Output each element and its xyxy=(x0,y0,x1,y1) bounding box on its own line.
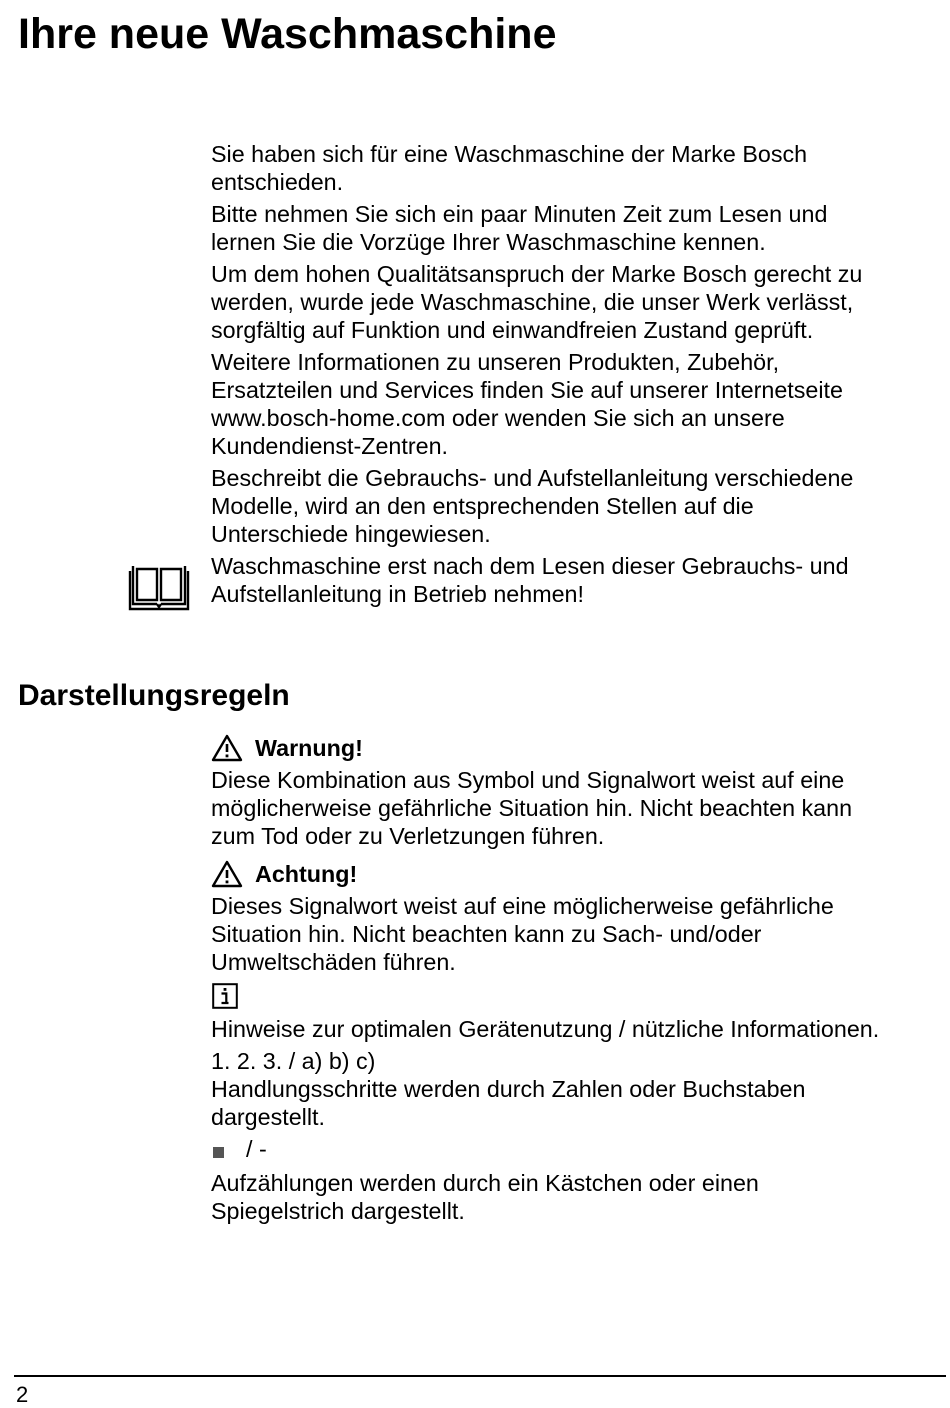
intro-paragraph-quality: Um dem hohen Qualitätsanspruch der Marke Bosch gerecht zu werden, wurde jede Waschmaschine, die unser Werk verlässt, sorgfältig auf Funktion und einwandfreien Zustand geprüft. xyxy=(211,261,863,343)
warning-signal: Warnung! xyxy=(211,734,363,762)
intro-paragraph-reading: Bitte nehmen Sie sich ein paar Minuten Zeit zum Lesen und lernen Sie die Vorzüge Ihrer Waschmaschine kennen. xyxy=(211,201,828,255)
info-description: Hinweise zur optimalen Gerätenutzung / nützliche Informationen. xyxy=(211,1016,880,1042)
intro-paragraph-models: Beschreibt die Gebrauchs- und Aufstellanleitung verschiedene Modelle, wird an den entsprechenden Stellen auf die Unterschiede hingewiesen. xyxy=(211,465,854,547)
caution-description: Dieses Signalwort weist auf eine möglicherweise gefährliche Situation hin. Nicht beachten kann zu Sach- und/oder Umweltschäden führen. xyxy=(211,893,834,975)
steps-description: Handlungsschritte werden durch Zahlen oder Buchstaben dargestellt. xyxy=(211,1076,806,1130)
steps-label: 1. 2. 3. / a) b) c) xyxy=(211,1048,376,1074)
warning-triangle-icon xyxy=(211,734,243,762)
book-icon xyxy=(128,562,190,617)
conventions-heading: Darstellungsregeln xyxy=(18,679,290,712)
bullet-label: / - xyxy=(246,1136,267,1162)
square-bullet-icon xyxy=(213,1147,224,1158)
info-icon xyxy=(212,983,238,1014)
caution-signal: Achtung! xyxy=(211,860,357,888)
page-title: Ihre neue Waschmaschine xyxy=(18,10,557,58)
bullet-description: Aufzählungen werden durch ein Kästchen oder einen Spiegelstrich dargestellt. xyxy=(211,1170,759,1224)
warning-description: Diese Kombination aus Symbol und Signalwort weist auf eine möglicherweise gefährliche Situation hin. Nicht beachten kann zum Tod oder zu Verletzungen führen. xyxy=(211,767,853,849)
read-manual-notice: Waschmaschine erst nach dem Lesen dieser Gebrauchs- und Aufstellanleitung in Betrieb nehmen! xyxy=(211,553,849,607)
intro-paragraph-website: Weitere Informationen zu unseren Produkten, Zubehör, Ersatzteilen und Services finden Sie auf unserer Internetseite www.bosch-home.com oder wenden Sie sich an unsere Kundendienst-Zentren. xyxy=(211,349,843,459)
footer-divider xyxy=(14,1375,946,1377)
intro-paragraph-brand: Sie haben sich für eine Waschmaschine der Marke Bosch entschieden. xyxy=(211,141,808,195)
page-number: 2 xyxy=(16,1382,29,1407)
warning-triangle-icon xyxy=(211,860,243,888)
